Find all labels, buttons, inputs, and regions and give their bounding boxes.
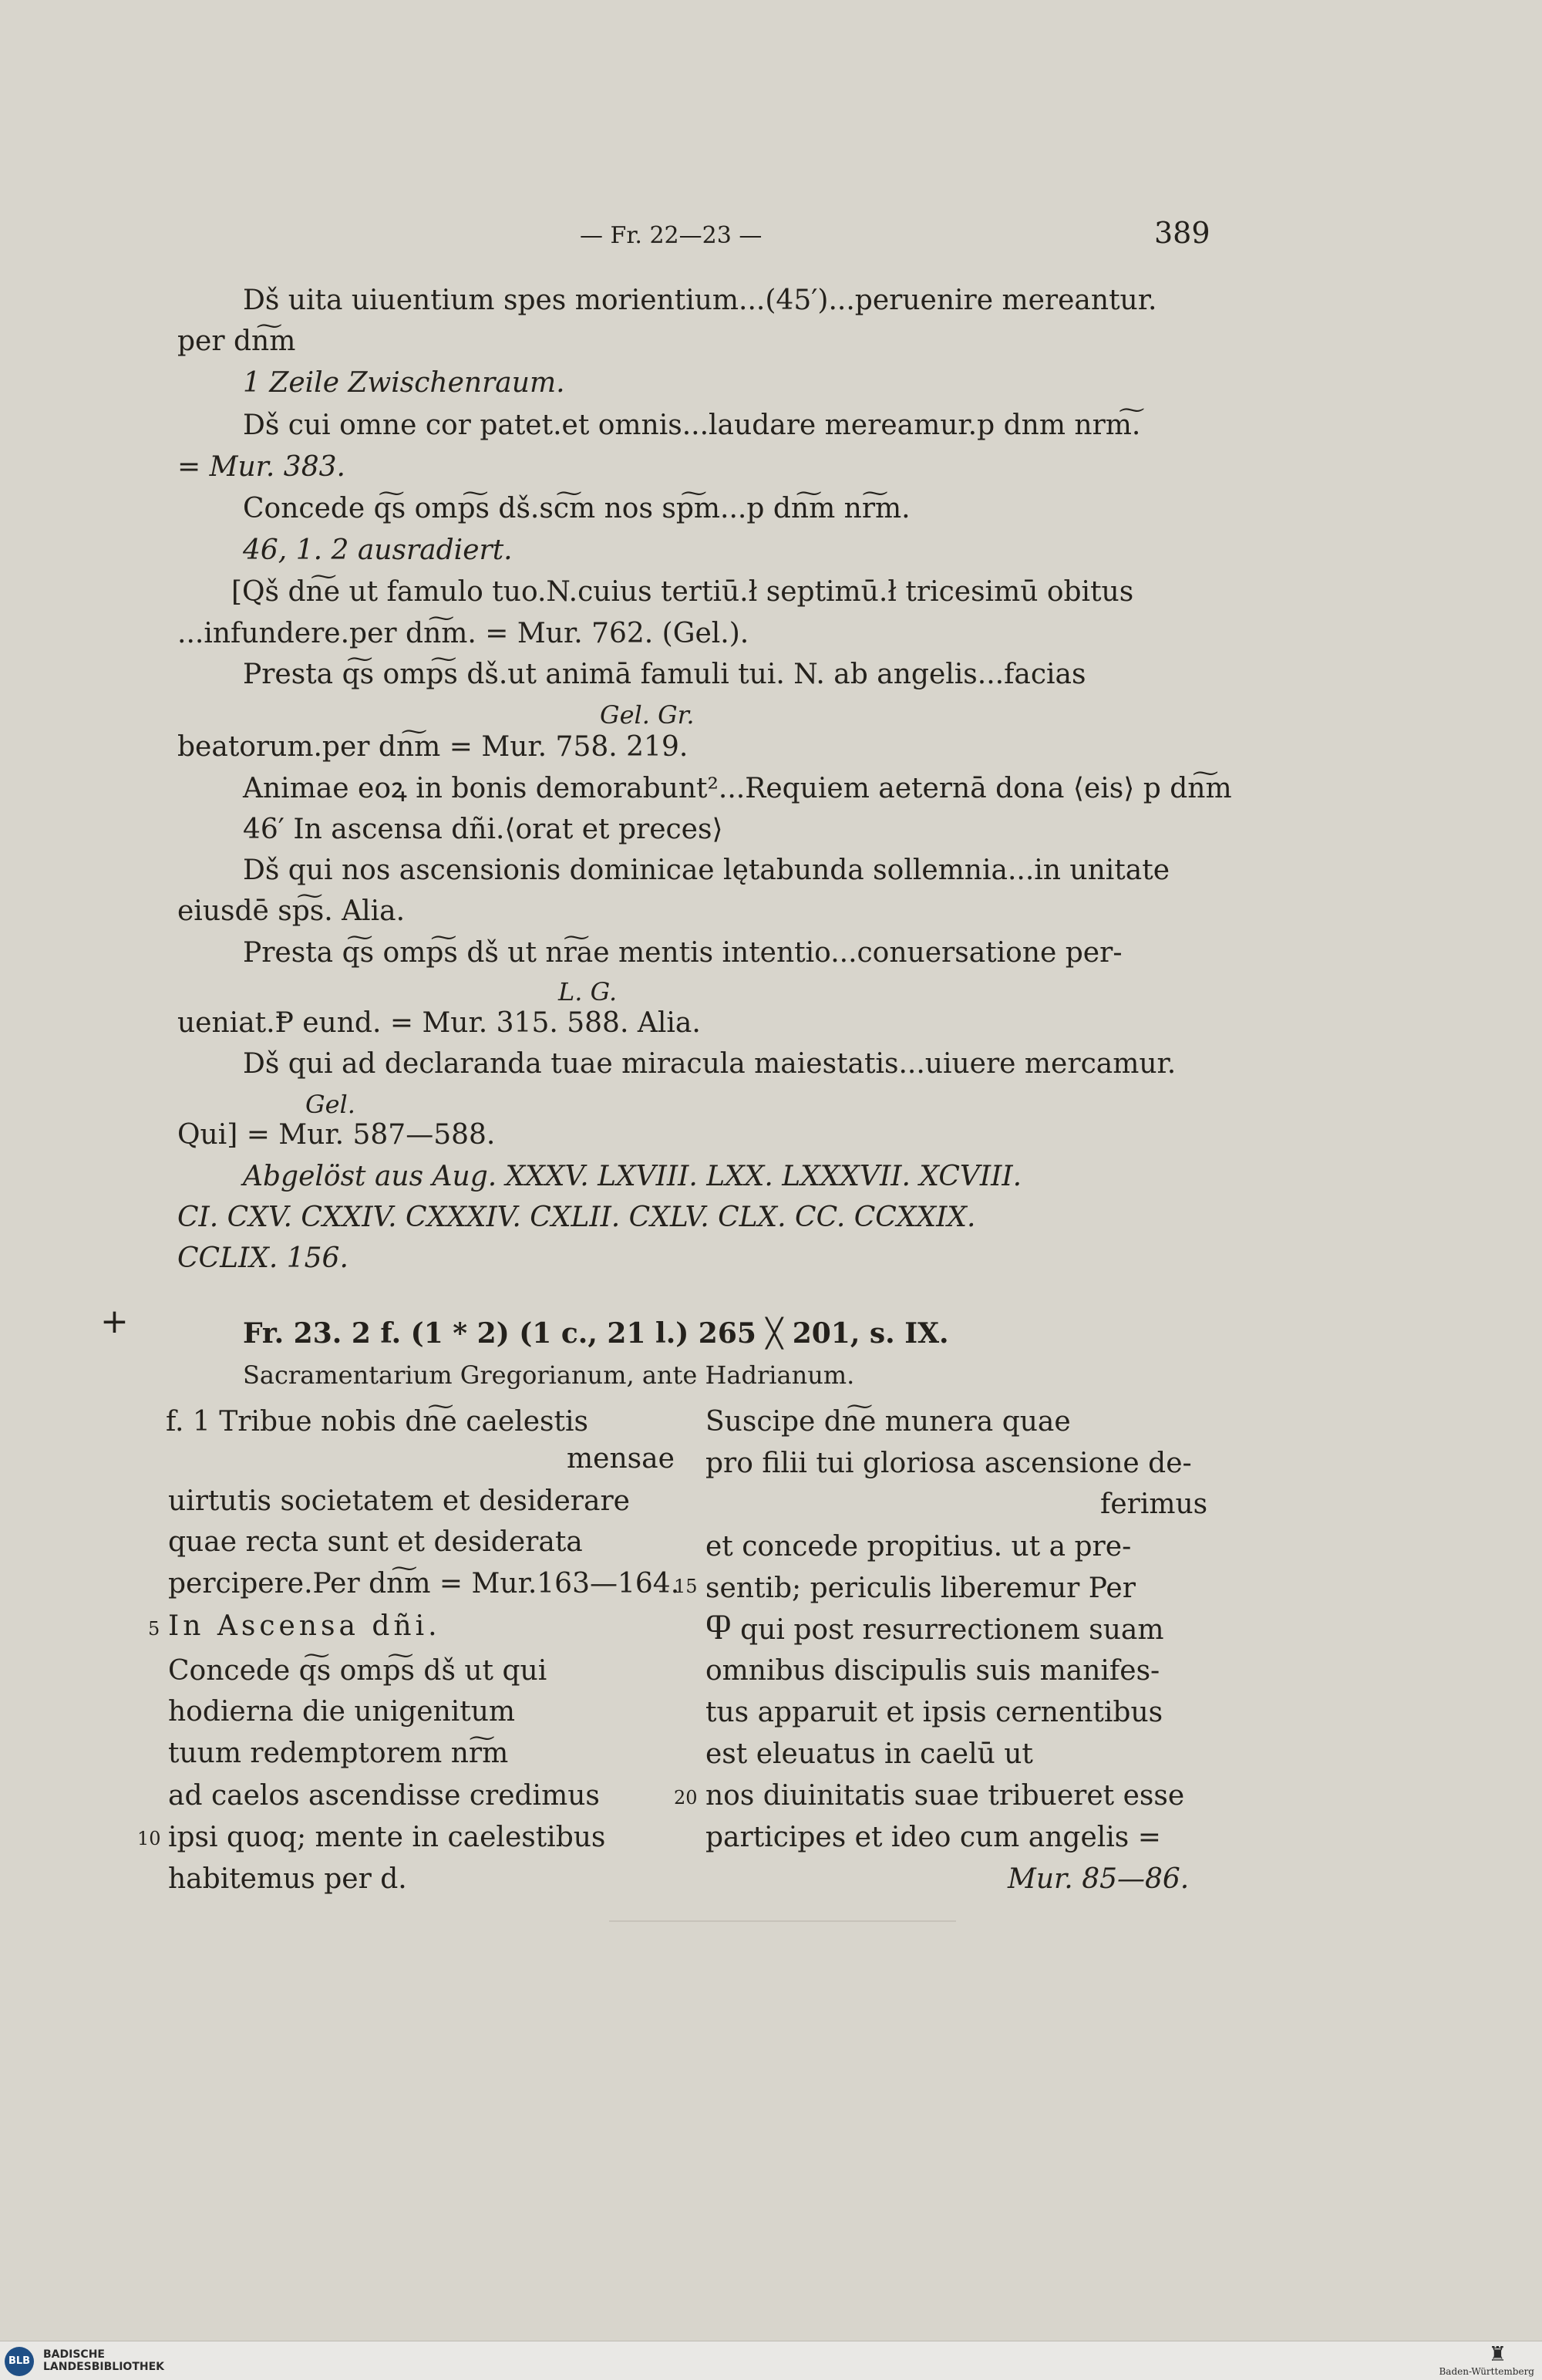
left-col-line: quae recta sunt et desiderata bbox=[168, 1526, 583, 1558]
left-col-line: Concede q͠s omp͠s dš ut qui bbox=[168, 1655, 547, 1687]
page-number: 389 bbox=[1154, 216, 1210, 250]
text-line: CI. CXV. CXXIV. CXXXIV. CXLII. CXLV. CLX. CC. CCXXIX. bbox=[177, 1202, 976, 1233]
left-col-line: tuum redemptorem nr͠m bbox=[168, 1738, 509, 1769]
text-line: CCLIX. 156. bbox=[177, 1242, 348, 1274]
right-col-line: Mur. 85—86. bbox=[1008, 1863, 1190, 1895]
library-logo-icon[interactable]: BLB bbox=[5, 2347, 34, 2376]
text-line: beatorum.per dn͠m = Mur. 758. 219. bbox=[177, 731, 689, 763]
left-col-line: f. 1 Tribue nobis dn͠e caelestis bbox=[166, 1406, 588, 1438]
text-line: per dn͠m bbox=[177, 325, 296, 357]
fragment-heading: Fr. 23. 2 f. (1 * 2) (1 c., 21 l.) 265 ╳ 201, s. IX. bbox=[243, 1317, 949, 1350]
library-name bbox=[43, 2348, 164, 2373]
text-line: Dš qui ad declaranda tuae miracula maiestatis...uiuere mercamur. bbox=[243, 1048, 1177, 1080]
section-heading: 46′ In ascensa dñi.⟨orat et preces⟩ bbox=[243, 814, 723, 845]
left-col-line: habitemus per d. bbox=[168, 1863, 407, 1895]
library-name-line2: LANDESBIBLIOTHEK bbox=[43, 2361, 165, 2373]
right-col-line: pro filii tui gloriosa ascensione de- bbox=[705, 1448, 1192, 1479]
text-line: = Mur. 383. bbox=[177, 451, 345, 483]
text-line: ...infundere.per dn͠m. = Mur. 762. (Gel.). bbox=[177, 618, 749, 649]
text-line: Presta q͠s omp͠s dš.ut animā famuli tui. N. ab angelis...facias bbox=[243, 659, 1086, 690]
closing-rule bbox=[609, 1920, 956, 1922]
text-line: Dš cui omne cor patet.et omnis...laudare mereamur.p dnm nrm͠. bbox=[243, 410, 1141, 441]
line-number: 15 bbox=[674, 1576, 698, 1597]
running-title: — Fr. 22—23 — bbox=[580, 222, 763, 249]
viewer-footer bbox=[0, 2341, 1542, 2380]
text-line: Gel. bbox=[305, 1090, 355, 1119]
fragment-subheading: Sacramentarium Gregorianum, ante Hadrianum. bbox=[243, 1360, 855, 1390]
text-line: Dš uita uiuentium spes morientium...(45′)...peruenire mereantur. bbox=[243, 285, 1157, 316]
text-line: ueniat.Ᵽ eund. = Mur. 315. 588. Alia. bbox=[177, 1007, 701, 1039]
library-name-line1: BADISCHE bbox=[43, 2348, 105, 2361]
right-col-line: ferimus bbox=[1100, 1488, 1208, 1520]
text-line: Concede q͠s omp͠s dš.sc͠m nos sp͠m...p dn͠m nr͠m. bbox=[243, 493, 911, 524]
right-col-line: nos diuinitatis suae tribueret esse bbox=[705, 1780, 1185, 1812]
left-col-line: percipere.Per dn͠m = Mur.163—164. bbox=[168, 1568, 680, 1600]
text-line: eiusdē sp͠s. Alia. bbox=[177, 895, 406, 927]
state-crest-icon: ♜ bbox=[1488, 2343, 1507, 2366]
state-name: Baden-Württemberg bbox=[1439, 2366, 1534, 2377]
right-col-line: et concede propitius. ut a pre- bbox=[705, 1531, 1132, 1563]
right-col-line: Ⴔ qui post resurrectionem suam bbox=[705, 1614, 1164, 1646]
text-line: Abgelöst aus Aug. XXXV. LXVIII. LXX. LXXXVII. XCVIII. bbox=[243, 1161, 1022, 1192]
left-col-line: ipsi quoq; mente in caelestibus bbox=[168, 1822, 606, 1853]
text-line: Qui] = Mur. 587—588. bbox=[177, 1119, 496, 1151]
text-line: 1 Zeile Zwischenraum. bbox=[243, 367, 565, 399]
right-col-line: participes et ideo cum angelis = bbox=[705, 1822, 1161, 1853]
text-line: [Qš dn͠e ut famulo tuo.N.cuius tertiū.ł septimū.ł tricesimū obitus bbox=[231, 576, 1134, 608]
right-col-line: omnibus discipulis suis manifes- bbox=[705, 1655, 1160, 1687]
text-line: 46, 1. 2 ausradiert. bbox=[243, 534, 513, 566]
right-col-line: Suscipe dn͠e munera quae bbox=[705, 1406, 1071, 1438]
line-number: 5 bbox=[148, 1618, 160, 1640]
right-col-line: sentib; periculis liberemur Per bbox=[705, 1573, 1136, 1604]
text-line: Animae eoꝝ in bonis demorabunt²...Requiem aeternā dona ⟨eis⟩ p dn͠m bbox=[243, 773, 1232, 804]
text-line: Dš qui nos ascensionis dominicae lętabunda sollemnia...in unitate bbox=[243, 855, 1170, 886]
left-col-line: mensae bbox=[567, 1443, 675, 1475]
left-col-line: uirtutis societatem et desiderare bbox=[168, 1485, 630, 1517]
line-number: 20 bbox=[674, 1787, 698, 1809]
left-col-line: ad caelos ascendisse credimus bbox=[168, 1780, 600, 1812]
line-number: 10 bbox=[137, 1828, 161, 1849]
text-line: L. G. bbox=[558, 977, 618, 1006]
margin-plus-mark: + bbox=[100, 1302, 129, 1341]
right-col-line: tus apparuit et ipsis cernentibus bbox=[705, 1697, 1163, 1728]
text-line: Gel. Gr. bbox=[600, 700, 695, 730]
left-col-line: In Ascensa dñi. bbox=[168, 1610, 441, 1642]
left-col-line: hodierna die unigenitum bbox=[168, 1696, 516, 1728]
text-line: Presta q͠s omp͠s dš ut nr͠ae mentis intentio...conuersatione per- bbox=[243, 937, 1123, 969]
right-col-line: est eleuatus in caelū ut bbox=[705, 1738, 1033, 1770]
